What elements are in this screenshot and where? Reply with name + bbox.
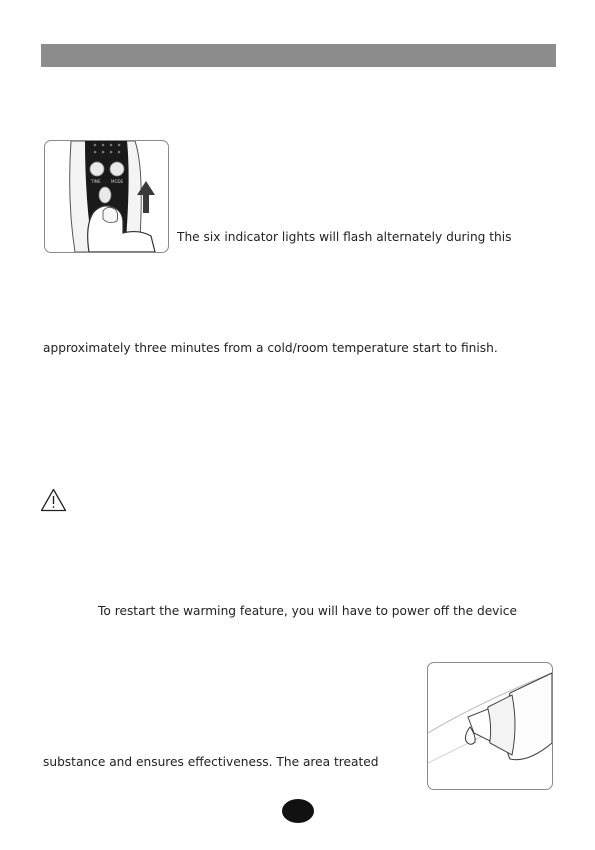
- warning-triangle-icon: [40, 488, 67, 512]
- device-button-illustration: [44, 140, 169, 253]
- paragraph-line-substance: substance and ensures effectiveness. The area treated: [43, 755, 379, 769]
- device-hand-svg: [45, 141, 168, 252]
- paragraph-line-indicator-lights: The six indicator lights will flash alternately during this: [177, 230, 512, 244]
- section-header-bar: [41, 44, 556, 67]
- applicator-illustration: [427, 662, 553, 790]
- applicator-svg: [428, 663, 552, 789]
- svg-text:MODE: MODE: [111, 179, 124, 184]
- page-number-badge: [282, 799, 314, 823]
- paragraph-line-restart-warming: To restart the warming feature, you will have to power off the device: [98, 604, 517, 618]
- svg-text:TIME: TIME: [91, 179, 101, 184]
- paragraph-line-warmup-time: approximately three minutes from a cold/room temperature start to finish.: [43, 341, 498, 355]
